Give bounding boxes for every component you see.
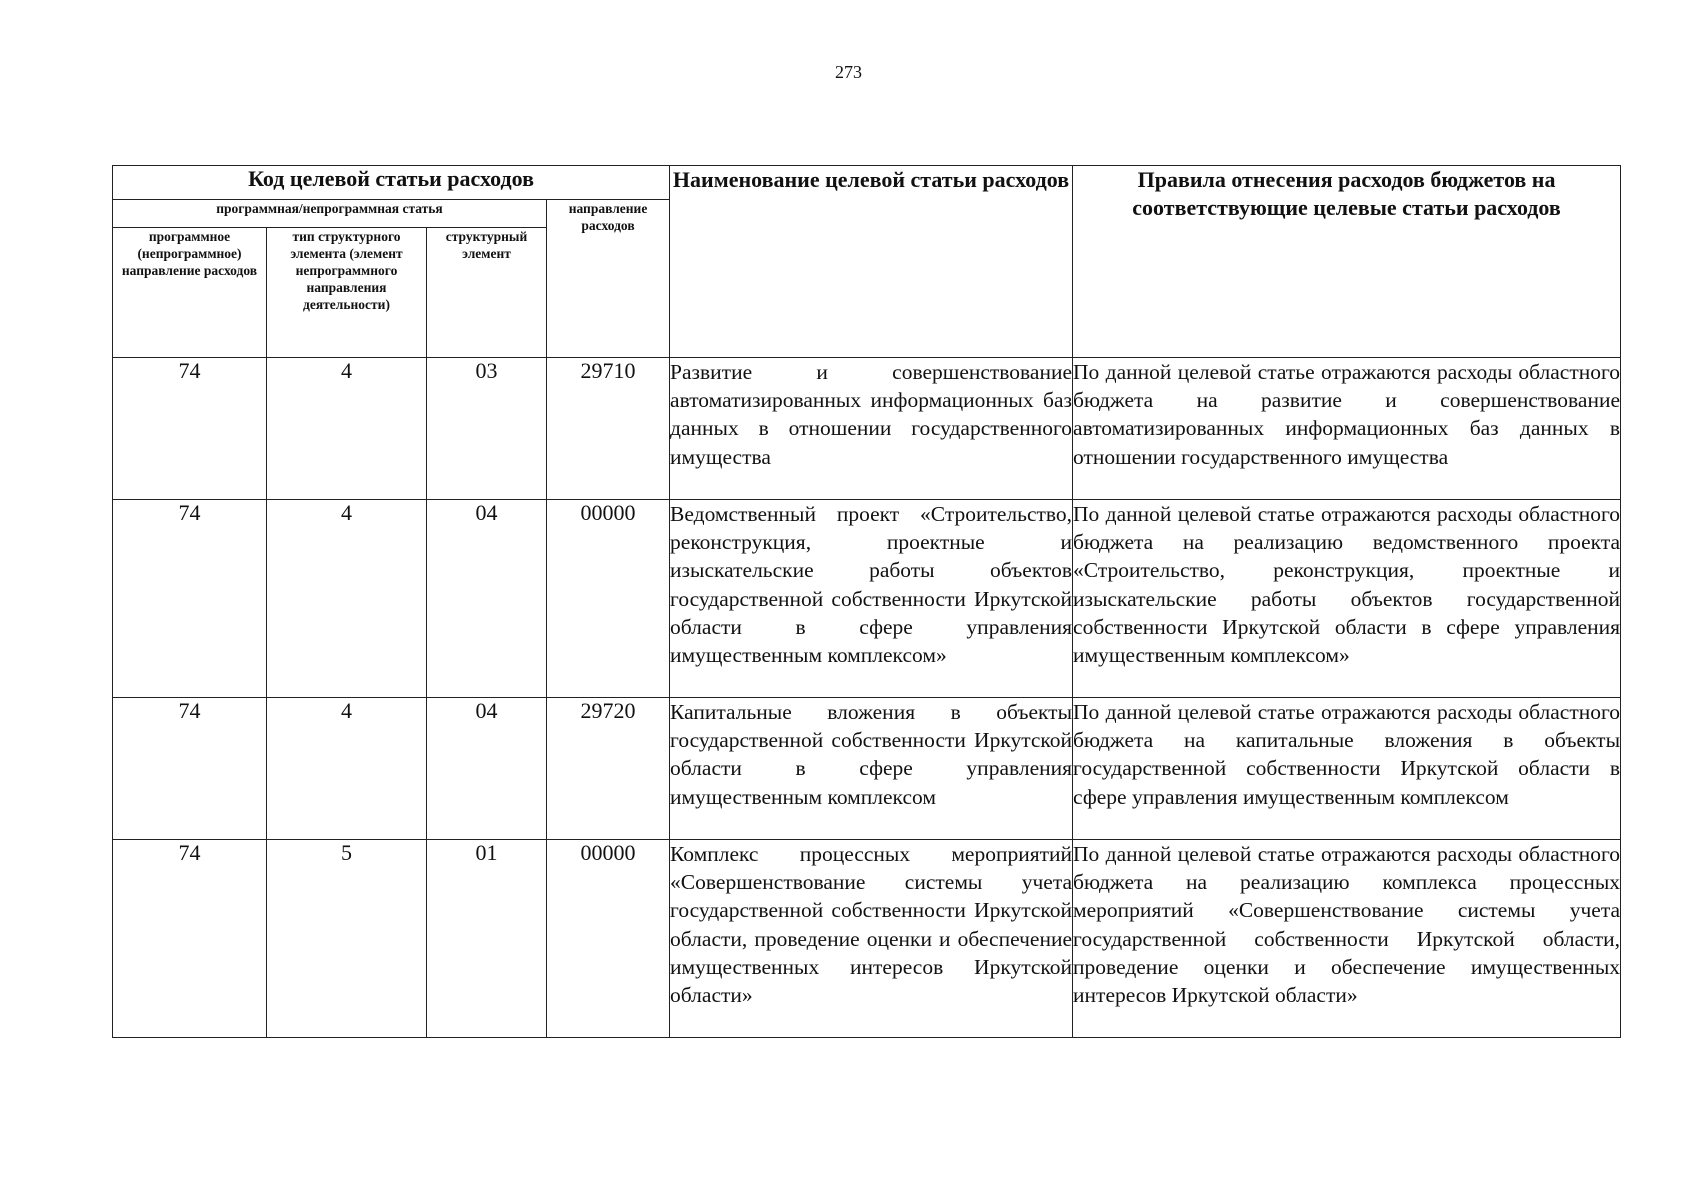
type-code-cell: 4: [267, 698, 427, 840]
program-code-cell: 74: [113, 840, 267, 1038]
rules-column-header: Правила отнесения расходов бюджетов на соответствующие целевые статьи расходов: [1073, 166, 1621, 358]
code-title-header: Код целевой статьи расходов: [113, 166, 670, 200]
expense-direction-header: направление расходов: [547, 200, 670, 358]
direction-code-cell: 29720: [547, 698, 670, 840]
article-rule-cell: По данной целевой статье отражаются расходы областного бюджета на развитие и совершенствование автоматизированных информационных баз данных в отношении государственного имущества: [1073, 358, 1621, 500]
article-name-cell: Развитие и совершенствование автоматизированных информационных баз данных в отношении государственного имущества: [670, 358, 1073, 500]
table-row: [113, 500, 1621, 698]
article-name-cell: Ведомственный проект «Строительство, реконструкция, проектные и изыскательские работы объектов государственной собственности Иркутской области в сфере управления имущественным комплексом»: [670, 500, 1073, 698]
article-name-cell: Комплекс процессных мероприятий «Совершенствование системы учета государственной собственности Иркутской области, проведение оценки и обеспечение имущественных интересов Иркутской области»: [670, 840, 1073, 1038]
type-code-cell: 4: [267, 500, 427, 698]
direction-code-cell: 00000: [547, 840, 670, 1038]
element-code-cell: 01: [427, 840, 547, 1038]
program-code-cell: 74: [113, 500, 267, 698]
program-code-cell: 74: [113, 358, 267, 500]
element-code-cell: 03: [427, 358, 547, 500]
article-rule-cell: По данной целевой статье отражаются расходы областного бюджета на реализацию ведомственного проекта «Строительство, реконструкция, проектные и изыскательские работы объектов государственной собственности Иркутской области в сфере управления имущественным комплексом»: [1073, 500, 1621, 698]
article-name-cell: Капитальные вложения в объекты государственной собственности Иркутской области в сфере управления имущественным комплексом: [670, 698, 1073, 840]
article-rule-cell: По данной целевой статье отражаются расходы областного бюджета на реализацию комплекса процессных мероприятий «Совершенствование системы учета государственной собственности Иркутской области, проведение оценки и обеспечение имущественных интересов Иркутской области»: [1073, 840, 1621, 1038]
name-column-header: Наименование целевой статьи расходов: [670, 166, 1073, 358]
type-code-cell: 5: [267, 840, 427, 1038]
article-rule-cell: По данной целевой статье отражаются расходы областного бюджета на капитальные вложения в объекты государственной собственности Иркутской области в сфере управления имущественным комплексом: [1073, 698, 1621, 840]
element-type-header: тип структурного элемента (элемент непрограммного направления деятельности): [267, 228, 427, 358]
element-code-cell: 04: [427, 500, 547, 698]
table-row: [113, 358, 1621, 500]
program-article-header: программная/непрограммная статья: [113, 200, 547, 228]
element-code-cell: 04: [427, 698, 547, 840]
table-row: [113, 698, 1621, 840]
budget-classification-table: [112, 165, 1621, 1038]
direction-code-cell: 00000: [547, 500, 670, 698]
page-number: 273: [835, 62, 862, 82]
program-direction-header: программное (непрограммное) направление расходов: [113, 228, 267, 358]
type-code-cell: 4: [267, 358, 427, 500]
direction-code-cell: 29710: [547, 358, 670, 500]
table-row: [113, 840, 1621, 1038]
program-code-cell: 74: [113, 698, 267, 840]
structural-element-header: структурный элемент: [427, 228, 547, 358]
